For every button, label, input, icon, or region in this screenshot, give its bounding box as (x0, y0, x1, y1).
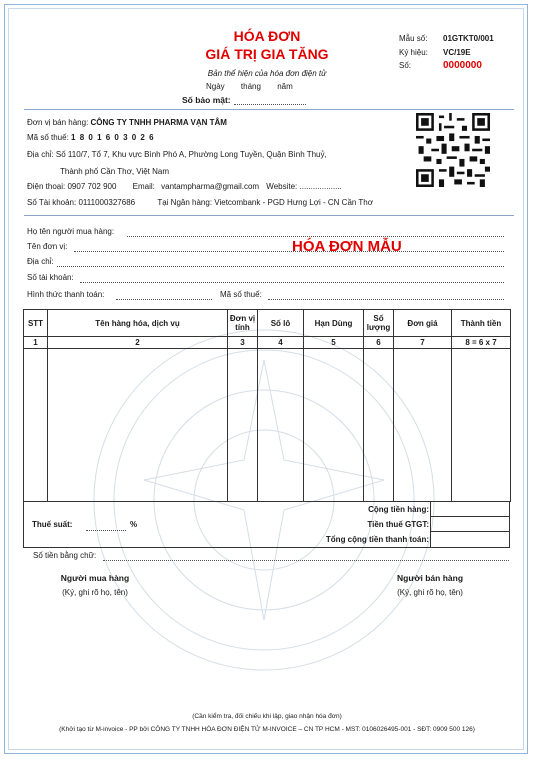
symbol-value: VC/19E (443, 48, 471, 57)
tax-rate-label: Thuế suất: (32, 520, 73, 529)
buyer-address-label: Địa chỉ: (27, 257, 54, 266)
account-label: Số Tài khoản: (27, 198, 77, 207)
grand-total-value (431, 532, 509, 547)
seller-bank (27, 198, 373, 207)
subtotal-label: Cộng tiền hàng: (368, 505, 429, 514)
seller-signature-note: (Ký, ghi rõ họ, tên) (397, 588, 463, 597)
index-cell: 5 (304, 337, 364, 349)
index-cell: 7 (394, 337, 452, 349)
table-row (24, 349, 511, 502)
number-label: Số: (399, 61, 412, 70)
seller-tax-value: 1 8 0 1 6 0 3 0 2 6 (71, 133, 155, 142)
website-label: Website: (266, 182, 298, 191)
table-index-row (24, 337, 511, 349)
form-number (399, 34, 494, 43)
seller-unit (27, 118, 227, 127)
seller-contact (27, 182, 342, 191)
buyer-address-line (57, 266, 504, 267)
qr-code-icon (416, 113, 490, 187)
seller-address-line2: Thành phố Cần Thơ, Việt Nam (60, 167, 170, 176)
form-label: Mẫu số: (399, 34, 428, 43)
seller-address (27, 150, 327, 159)
subtotal-value (431, 502, 509, 517)
totals-values (430, 502, 509, 548)
table-cell (304, 349, 364, 502)
buyer-signature-note: (Ký, ghi rõ họ, tên) (62, 588, 128, 597)
table-cell (394, 349, 452, 502)
separator (24, 215, 514, 216)
table-cell (48, 349, 228, 502)
index-cell: 1 (24, 337, 48, 349)
seller-unit-value: CÔNG TY TNHH PHARMA VẠN TÂM (90, 118, 227, 127)
email-label: Email: (132, 182, 155, 191)
seller-signature-title: Người bán hàng (396, 573, 464, 583)
security-number-label: Số bảo mật: (182, 95, 231, 105)
website-value: ................... (299, 182, 342, 191)
seller-address-label: Địa chỉ: (27, 150, 54, 159)
date-line (206, 82, 307, 91)
buyer-unit-label: Tên đơn vị: (27, 242, 68, 251)
invoice-title: HÓA ĐƠN (233, 28, 301, 44)
symbol-label: Ký hiệu: (399, 48, 428, 57)
buyer-signature (40, 573, 150, 597)
buyer-signature-title: Người mua hàng (60, 573, 130, 583)
buyer-account-label: Số tài khoản: (27, 273, 74, 282)
table-cell (452, 349, 511, 502)
table-cell (258, 349, 304, 502)
percent-sign: % (130, 520, 138, 529)
items-table (23, 309, 511, 502)
seller-signature (375, 573, 485, 597)
buyer-account-line (80, 282, 504, 283)
index-cell: 4 (258, 337, 304, 349)
year-label: năm (277, 82, 293, 91)
seller-tax (27, 133, 155, 142)
buyer-name-line (127, 236, 504, 237)
seller-tax-label: Mã số thuế: (27, 133, 69, 142)
table-cell (364, 349, 394, 502)
footer-provider-note: (Khởi tạo từ M-invoice - PP bởi CÔNG TY TNHH HÓA ĐƠN ĐIỆN TỬ M-INVOICE – CN TP HCM - MST: 0106026495-001 - SĐT: 0909 500 126) (59, 726, 475, 733)
phone-value: 0907 702 900 (67, 182, 117, 191)
symbol (399, 48, 471, 57)
vat-amount-label: Tiền thuế GTGT: (367, 520, 429, 529)
form-value: 01GTKT0/001 (443, 34, 494, 43)
footer-check-note: (Cần kiểm tra, đối chiếu khi lập, giao nhận hóa đơn) (192, 713, 342, 720)
col-header: STT (24, 310, 48, 337)
phone-label: Điện thoại: (27, 182, 66, 191)
table-header-row (24, 310, 511, 337)
grand-total-label: Tổng cộng tiền thanh toán: (325, 535, 429, 544)
payment-method-line (116, 299, 212, 300)
invoice-subtitle-vat: GIÁ TRỊ GIA TĂNG (205, 46, 329, 62)
col-header: Tên hàng hóa, dịch vụ (48, 310, 228, 337)
col-header: Số lô (258, 310, 304, 337)
email-value: vantampharma@gmail.com (161, 182, 260, 191)
col-header: Hạn Dùng (304, 310, 364, 337)
account-value: 0111000327686 (78, 198, 136, 207)
buyer-unit-line (74, 251, 504, 252)
number-value: 0000000 (443, 60, 482, 71)
seller-address-line1: Số 110/7, Tổ 7, Khu vực Bình Phó A, Phường Long Tuyền, Quận Bình Thuỷ, (55, 150, 327, 159)
sample-invoice-stamp: HÓA ĐƠN MẪU (292, 238, 402, 255)
amount-in-words-line (103, 560, 509, 561)
col-header: Đơn vị tính (228, 310, 258, 337)
bank-label: Tại Ngân hàng: (157, 198, 213, 207)
index-cell: 2 (48, 337, 228, 349)
index-cell: 6 (364, 337, 394, 349)
table-cell (228, 349, 258, 502)
vat-amount-value (431, 517, 509, 532)
totals-block (23, 502, 510, 548)
bank-value: Vietcombank - PGD Hưng Lợi - CN Cần Thơ (214, 198, 373, 207)
buyer-tax-line (268, 299, 504, 300)
invoice-number (399, 60, 482, 71)
index-cell: 3 (228, 337, 258, 349)
col-header: Số lượng (364, 310, 394, 337)
einvoice-note: Bản thể hiện của hóa đơn điện tử (207, 69, 327, 78)
security-number-line (234, 104, 306, 105)
payment-method-label: Hình thức thanh toán: (27, 290, 105, 299)
col-header: Đơn giá (394, 310, 452, 337)
tax-rate-line (86, 530, 126, 531)
buyer-name-label: Họ tên người mua hàng: (27, 227, 115, 236)
buyer-tax-label: Mã số thuế: (220, 290, 262, 299)
col-header: Thành tiền (452, 310, 511, 337)
month-label: tháng (240, 82, 261, 91)
day-label: Ngày (206, 82, 225, 91)
index-cell: 8 = 6 x 7 (452, 337, 511, 349)
seller-unit-label: Đơn vị bán hàng: (27, 118, 89, 127)
amount-in-words-label: Số tiền bằng chữ: (33, 551, 97, 560)
table-cell (24, 349, 48, 502)
separator (24, 109, 514, 110)
